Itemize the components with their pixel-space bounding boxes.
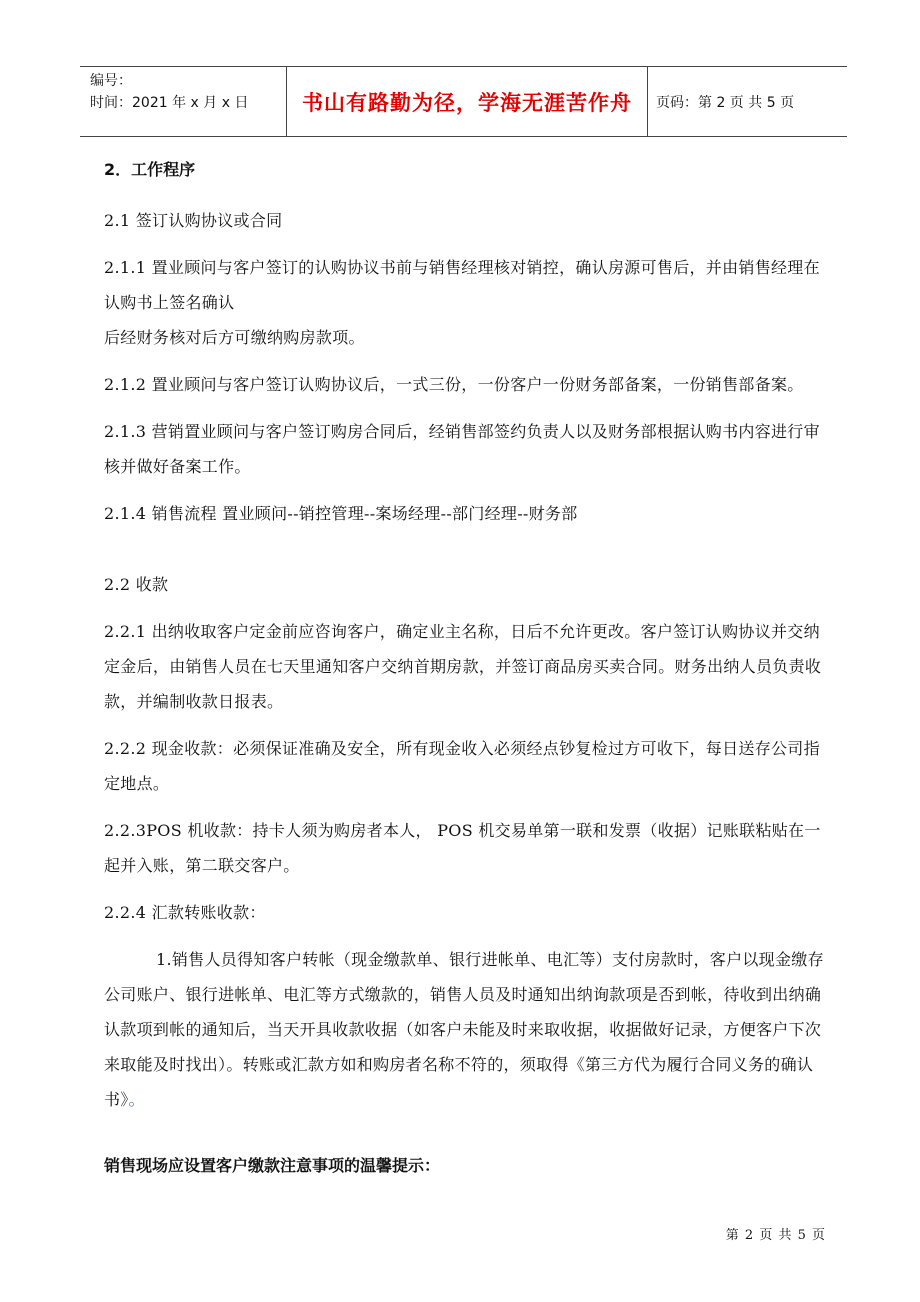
section-title: 2．工作程序 xyxy=(104,160,196,179)
document-body xyxy=(104,152,826,1192)
header-page-info: 页码：第 2 页 共 5 页 xyxy=(656,94,795,111)
paragraph-2-1-3: 2.1.3 营销置业顾问与客户签订购房合同后，经销售部签约负责人以及财务部根据认购书内容进行审核并做好备案工作。 xyxy=(104,422,820,476)
paragraph-2-1-4: 2.1.4 销售流程 置业顾问--销控管理--案场经理--部门经理--财务部 xyxy=(104,504,578,523)
paragraph-item-1 xyxy=(104,942,826,1117)
header-meta xyxy=(80,67,287,136)
document-number-label: 编号： xyxy=(90,73,132,89)
paragraph-2-2-2: 2.2.2 现金收款：必须保证准确及安全，所有现金收入必须经点钞复检过方可收下，每日送存公司指定地点。 xyxy=(104,739,820,793)
paragraph-2-2-3: 2.2.3POS 机收款：持卡人须为购房者本人， POS 机交易单第一联和发票（收据）记账联粘贴在一起并入账，第二联交客户。 xyxy=(104,821,821,875)
document-date: 时间：2021 年 x 月 x 日 xyxy=(90,95,249,111)
heading-2-2: 2.2 收款 xyxy=(104,575,169,594)
page-header xyxy=(80,66,847,137)
paragraph-2-2-4: 2.2.4 汇款转账收款： xyxy=(104,903,266,922)
trailing-mark: 。 xyxy=(128,1090,145,1109)
paragraph-2-1-2: 2.1.2 置业顾问与客户签订认购协议后，一式三份，一份客户一份财务部备案，一份销售部备案。 xyxy=(104,375,804,394)
paragraph-2-2-1: 2.2.1 出纳收取客户定金前应咨询客户，确定业主名称，日后不允许更改。客户签订认购协议并交纳定金后，由销售人员在七天里通知客户交纳首期房款，并签订商品房买卖合同。财务出纳人员负责收款，并编制收款日报表。 xyxy=(104,622,822,711)
heading-2-1: 2.1 签订认购协议或合同 xyxy=(104,211,283,230)
bold-note: 销售现场应设置客户缴款注意事项的温馨提示： xyxy=(104,1156,441,1175)
header-motto: 书山有路勤为径，学海无涯苦作舟 xyxy=(287,67,648,136)
paragraph-item-1-text: 1.销售人员得知客户转帐（现金缴款单、银行进帐单、电汇等）支付房款时，客户以现金缴存公司账户、银行进帐单、电汇等方式缴款的，销售人员及时通知出纳询款项是否到帐，待收到出纳确认款项到帐的通知后，当天开具收款收据（如客户未能及时来取收据，收据做好记录，方便客户下次来取能及时找出）。转账或汇款方如和购房者名称不符的，须取得《第三方代为履行合同义务的确认书》 xyxy=(104,950,824,1109)
paragraph-2-1-1: 2.1.1 置业顾问与客户签订的认购协议书前与销售经理核对销控，确认房源可售后，并由销售经理在认购书上签名确认 xyxy=(104,258,820,312)
page-footer: 第 2 页 共 5 页 xyxy=(725,1228,826,1243)
paragraph-2-1-1-cont: 后经财务核对后方可缴纳购房款项。 xyxy=(104,328,365,347)
